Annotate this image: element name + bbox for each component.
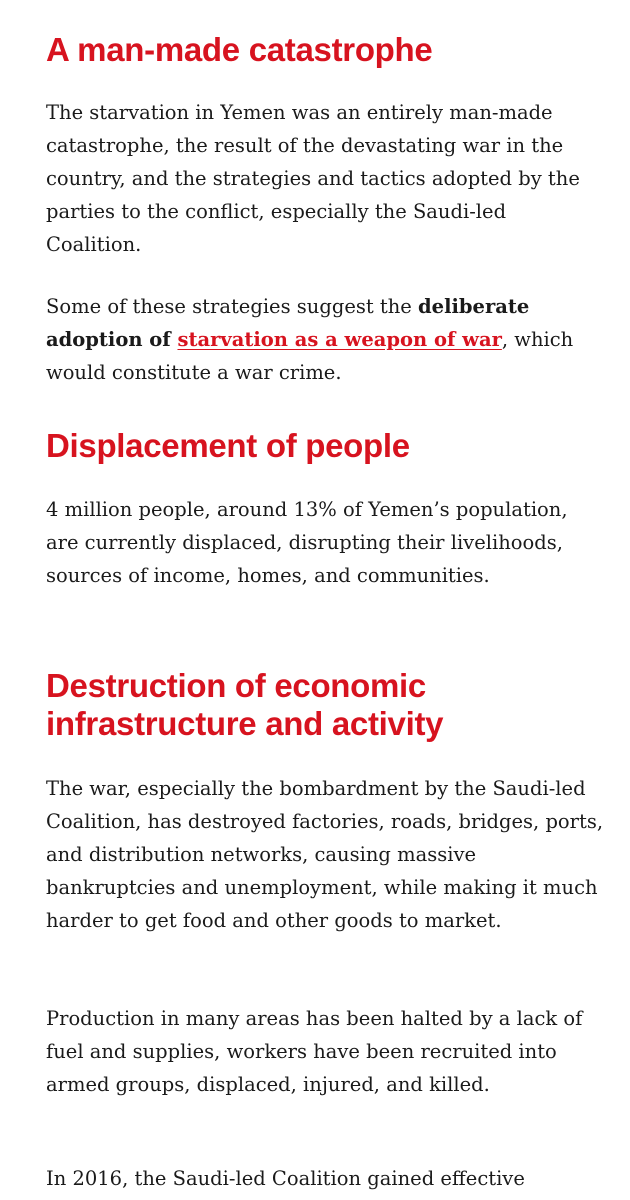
paragraph-displacement: 4 million people, around 13% of Yemen’s population, are currently displaced, disrupting their livelihoods, sources of income, homes, and communities. bbox=[46, 498, 568, 587]
section-heading-destruction: Destruction of economic infrastructure and activity bbox=[46, 667, 444, 742]
section-heading-man-made-catastrophe: A man-made catastrophe bbox=[46, 31, 433, 68]
bold-phrase: deliberate adoption of bbox=[46, 295, 530, 351]
paragraph-bombardment: The war, especially the bombardment by the Saudi-led Coalition, has destroyed factories, roads, bridges, ports, and distribution networks, causing massive bankruptcies and unemployment, while making it much harder to get food and other goods to market. bbox=[46, 777, 604, 932]
starvation-weapon-link[interactable]: starvation as a weapon of war bbox=[177, 328, 502, 351]
paragraph-text: , which would constitute a war crime. bbox=[46, 328, 574, 384]
paragraph-text: Some of these strategies suggest the bbox=[46, 295, 419, 318]
section-heading-displacement: Displacement of people bbox=[46, 427, 410, 464]
paragraph-coalition-2016: In 2016, the Saudi-led Coalition gained effective bbox=[46, 1167, 525, 1190]
paragraph-production: Production in many areas has been halted by a lack of fuel and supplies, workers have been recruited into armed groups, displaced, injured, and killed. bbox=[46, 1007, 583, 1096]
paragraph-strategies bbox=[46, 290, 606, 389]
paragraph-starvation: The starvation in Yemen was an entirely man-made catastrophe, the result of the devastating war in the country, and the strategies and tactics adopted by the parties to the conflict, especially the Saudi-led Coalition. bbox=[46, 101, 580, 256]
